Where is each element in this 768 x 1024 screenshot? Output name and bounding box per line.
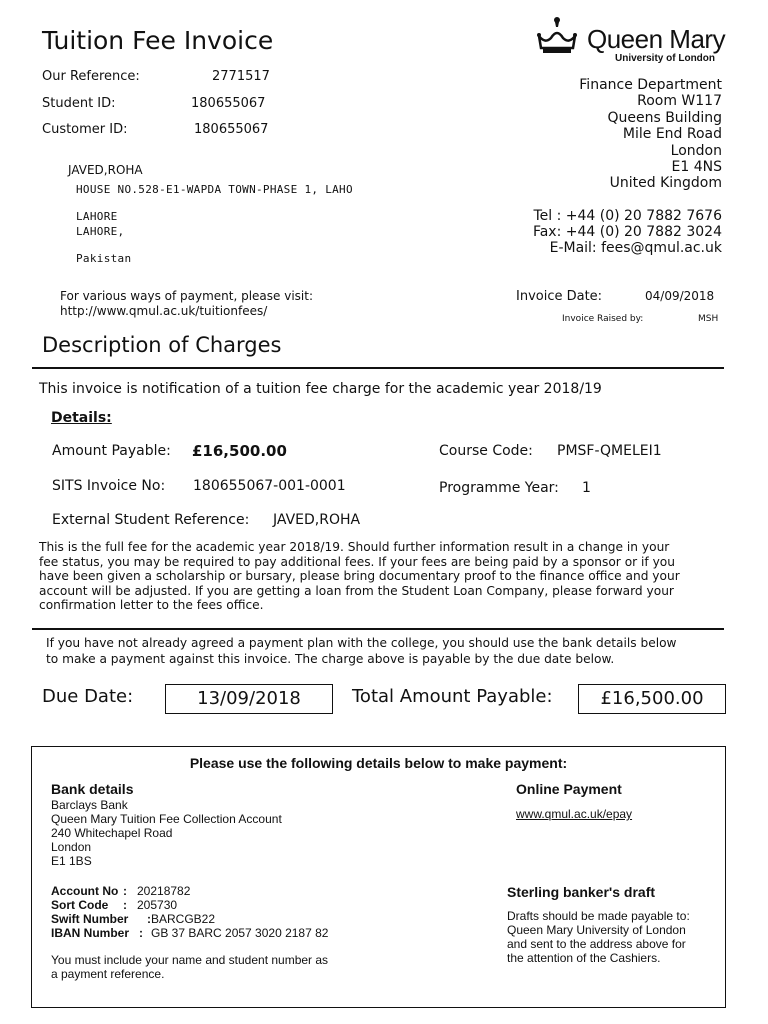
address-line: United Kingdom bbox=[609, 175, 722, 192]
recipient-address-line2: LAHORE bbox=[76, 210, 118, 223]
notification-text: This invoice is notification of a tuition fee charge for the academic year 2018/19 bbox=[39, 381, 602, 397]
draft-line: Drafts should be made payable to: bbox=[507, 909, 690, 923]
invoice-date-label: Invoice Date: bbox=[516, 289, 603, 304]
bank-line: E1 1BS bbox=[51, 854, 92, 868]
student-id-label: Student ID: bbox=[42, 96, 116, 111]
online-payment-link[interactable]: www.qmul.ac.uk/epay bbox=[516, 807, 633, 821]
email: E-Mail: fees@qmul.ac.uk bbox=[549, 240, 722, 256]
account-value: 20218782 bbox=[137, 884, 191, 898]
logo-subtitle: University of London bbox=[615, 53, 715, 64]
our-reference-value: 2771517 bbox=[212, 69, 270, 84]
account-label: Account No bbox=[51, 884, 119, 898]
total-amount-box bbox=[578, 684, 726, 714]
due-date-box bbox=[165, 684, 333, 714]
student-id-value: 180655067 bbox=[191, 96, 266, 111]
paragraph-line: If you have not already agreed a payment plan with the college, you should use the bank details below bbox=[46, 636, 677, 650]
account-row bbox=[51, 926, 328, 940]
online-payment-heading: Online Payment bbox=[516, 781, 622, 797]
draft-line: the attention of the Cashiers. bbox=[507, 951, 661, 965]
address-line: E1 4NS bbox=[671, 159, 722, 176]
address-line: Mile End Road bbox=[622, 126, 722, 143]
address-line: Room W117 bbox=[637, 93, 722, 110]
invoice-title: Tuition Fee Invoice bbox=[42, 26, 274, 55]
details-label: Details: bbox=[51, 410, 112, 426]
sits-invoice-value: 180655067-001-0001 bbox=[193, 478, 346, 494]
customer-id-label: Customer ID: bbox=[42, 122, 128, 137]
account-sep: : bbox=[139, 926, 143, 940]
account-row bbox=[51, 884, 328, 898]
sits-invoice-label: SITS Invoice No: bbox=[52, 478, 166, 494]
contact-block bbox=[533, 208, 722, 256]
amount-payable-value: £16,500.00 bbox=[192, 442, 287, 460]
total-amount-value: £16,500.00 bbox=[600, 688, 704, 709]
account-value: 205730 bbox=[137, 898, 178, 912]
address-line: London bbox=[670, 142, 722, 159]
draft-instructions bbox=[507, 909, 690, 965]
bank-line: Queen Mary Tuition Fee Collection Account bbox=[51, 812, 282, 826]
amount-payable-label: Amount Payable: bbox=[52, 443, 171, 459]
paragraph-line: to make a payment against this invoice. The charge above is payable by the due date below. bbox=[46, 651, 615, 666]
address-line: Finance Department bbox=[579, 77, 722, 93]
finance-address bbox=[579, 77, 722, 192]
crown-icon bbox=[533, 16, 581, 58]
paragraph-line: have been given a scholarship or bursary, please bring documentary proof to the finance office and your bbox=[39, 569, 680, 584]
account-label: Swift Number bbox=[51, 912, 129, 926]
fax: Fax: +44 (0) 20 7882 3024 bbox=[532, 224, 722, 240]
draft-heading: Sterling banker's draft bbox=[507, 884, 656, 900]
section-divider bbox=[32, 367, 724, 369]
account-value: GB 37 BARC 2057 3020 2187 82 bbox=[151, 926, 329, 940]
payment-details-panel bbox=[31, 746, 726, 1008]
bank-address bbox=[51, 798, 282, 868]
paragraph-line: fee status, you may be required to pay additional fees. If your fees are being paid by a sponsor or if you bbox=[39, 554, 675, 569]
account-row bbox=[51, 912, 328, 926]
due-date-value: 13/09/2018 bbox=[197, 688, 301, 709]
note-line: a payment reference. bbox=[51, 967, 165, 981]
recipient-address-line3: LAHORE, bbox=[76, 225, 125, 238]
bank-line: 240 Whitechapel Road bbox=[51, 826, 173, 840]
address-line: Queens Building bbox=[607, 109, 722, 126]
recipient-name: JAVED,ROHA bbox=[68, 163, 143, 177]
invoice-date-value: 04/09/2018 bbox=[645, 289, 715, 303]
account-label: IBAN Number bbox=[51, 926, 130, 940]
payment-heading: Please use the following details below to make payment: bbox=[189, 755, 568, 771]
paragraph-line: This is the full fee for the academic year 2018/19. Should further information result in a change in your bbox=[39, 540, 670, 554]
recipient-address-line1: HOUSE NO.528-E1-WAPDA TOWN-PHASE 1, LAHO bbox=[76, 183, 353, 196]
account-sep: : bbox=[123, 898, 127, 912]
payment-plan-note bbox=[46, 636, 677, 667]
recipient-country: Pakistan bbox=[76, 252, 132, 265]
course-code-label: Course Code: bbox=[439, 443, 533, 459]
account-row bbox=[51, 898, 328, 912]
invoice-raised-value: MSH bbox=[698, 314, 719, 324]
due-date-label: Due Date: bbox=[42, 686, 134, 707]
telephone: Tel : +44 (0) 20 7882 7676 bbox=[533, 208, 722, 224]
charges-heading: Description of Charges bbox=[42, 333, 282, 357]
draft-line: and sent to the address above for bbox=[507, 937, 686, 951]
full-fee-paragraph bbox=[39, 540, 729, 613]
logo-name: Queen Mary bbox=[587, 24, 726, 54]
university-logo bbox=[533, 16, 733, 66]
account-value: BARCGB22 bbox=[151, 912, 216, 926]
paragraph-line: confirmation letter to the fees office. bbox=[39, 598, 264, 613]
draft-line: Queen Mary University of London bbox=[507, 923, 686, 937]
account-table bbox=[51, 884, 328, 940]
account-label: Sort Code bbox=[51, 898, 109, 912]
bank-line: Barclays Bank bbox=[51, 798, 128, 812]
external-reference-value: JAVED,ROHA bbox=[273, 512, 361, 528]
programme-year-label: Programme Year: bbox=[439, 480, 559, 496]
section-divider bbox=[32, 628, 724, 630]
account-sep: : bbox=[123, 884, 127, 898]
course-code-value: PMSF-QMELEI1 bbox=[557, 443, 662, 459]
total-amount-label: Total Amount Payable: bbox=[352, 686, 553, 707]
payment-ways-text: For various ways of payment, please visit: bbox=[60, 289, 314, 303]
external-reference-label: External Student Reference: bbox=[52, 512, 250, 528]
include-reference-note bbox=[51, 953, 328, 981]
note-line: You must include your name and student number as bbox=[51, 953, 329, 967]
bank-details-heading: Bank details bbox=[51, 781, 134, 797]
customer-id-value: 180655067 bbox=[194, 122, 269, 137]
paragraph-line: account will be adjusted. If you are getting a loan from the Student Loan Company, please forward your bbox=[39, 583, 674, 598]
invoice-raised-label: Invoice Raised by: bbox=[562, 314, 644, 324]
payment-ways-link[interactable]: http://www.qmul.ac.uk/tuitionfees/ bbox=[60, 304, 268, 318]
our-reference-label: Our Reference: bbox=[42, 69, 140, 84]
programme-year-value: 1 bbox=[582, 480, 591, 496]
account-sep: : bbox=[147, 912, 151, 926]
bank-line: London bbox=[51, 840, 92, 854]
